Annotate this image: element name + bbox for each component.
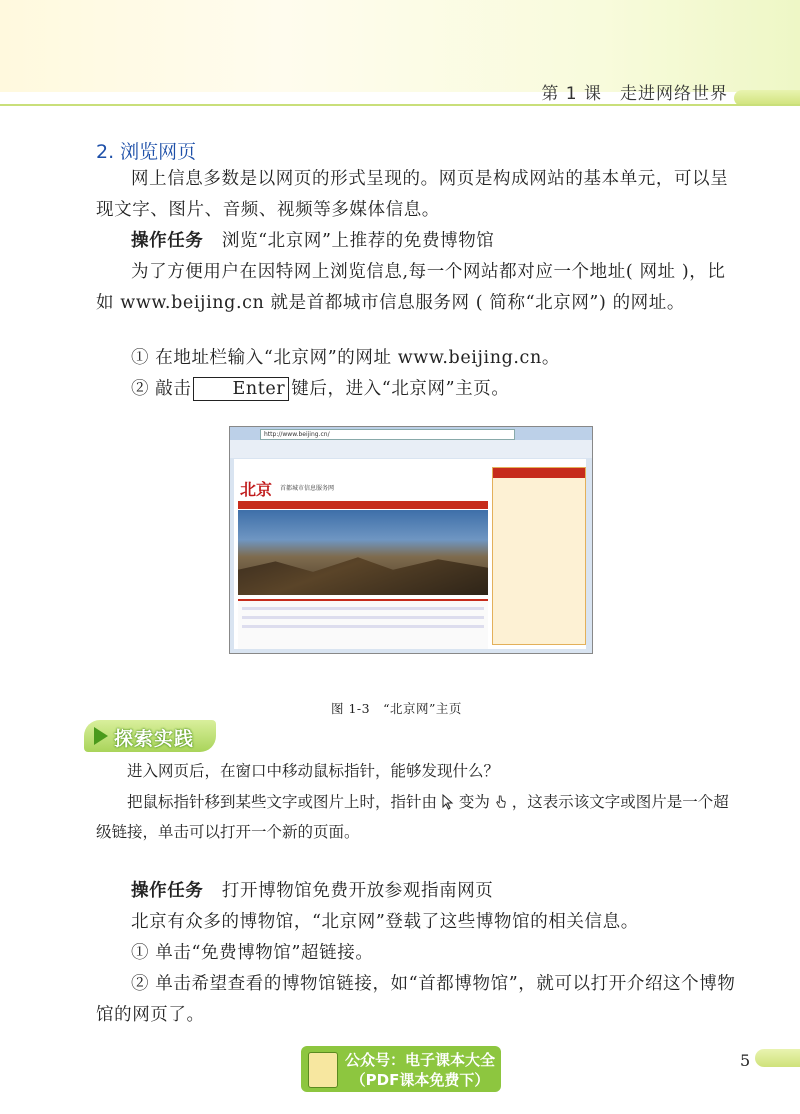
bottom-panel: [238, 599, 488, 649]
paragraph-intro: 网上信息多数是以网页的形式呈现的。网页是构成网站的基本单元，可以呈现文字、图片、音频、视频等多媒体信息。: [96, 169, 729, 220]
explore-badge-label: 探索实践: [114, 728, 195, 750]
task2-step1: ① 单击“免费博物馆”超链接。: [131, 943, 374, 963]
content-line: [242, 607, 484, 610]
browser-menubar: [230, 440, 592, 458]
browser-page: [234, 459, 586, 649]
right-panel-header: [493, 468, 585, 478]
task2-paragraph: 北京有众多的博物馆，“北京网”登载了这些博物馆的相关信息。: [131, 912, 639, 932]
book-icon: [308, 1052, 338, 1088]
page-tab: [755, 1049, 800, 1067]
step1-text: ① 在地址栏输入“北京网”的网址 www.beijing.cn。: [131, 348, 560, 368]
task2-text: 打开博物馆免费开放参观指南网页: [221, 881, 494, 901]
explore-answer: [96, 787, 736, 847]
enter-key: Enter: [193, 377, 289, 401]
watermark-badge: [301, 1046, 501, 1092]
task1-text: 浏览“北京网”上推荐的免费博物馆: [221, 231, 495, 251]
task2-step2: ② 单击希望查看的博物馆链接，如“首都博物馆”，就可以打开介绍这个博物馆的网页了。: [96, 974, 736, 1025]
section-title: 2. 浏览网页: [96, 141, 197, 163]
figure-caption: 图 1-3 “北京网”主页: [331, 701, 462, 716]
arrow-icon: [94, 727, 108, 745]
task2-label: 操作任务: [131, 881, 204, 901]
lesson-title: 第 1 课 走进网络世界: [541, 84, 728, 104]
explore-answer-b: 变为: [458, 793, 490, 811]
watermark-line1: 公众号：电子课本大全: [344, 1051, 495, 1069]
watermark-line2: （PDF课本免费下）: [350, 1071, 490, 1089]
beijing-homepage-screenshot: [229, 426, 593, 654]
explore-question: 进入网页后，在窗口中移动鼠标指针，能够发现什么？: [127, 762, 500, 780]
explore-answer-c: ，这表示该文字或图片是一个超级链接，单击可以打开一个新的页面。: [96, 793, 729, 841]
beijing-logo-subtitle: 首都城市信息服务网: [280, 485, 335, 492]
paragraph-address: 为了方便用户在因特网上浏览信息,每一个网站都对应一个地址( 网址 )，比如 www.beijing.cn 就是首都城市信息服务网 ( 简称“北京网”) 的网址。: [96, 262, 726, 313]
page-number: 5: [740, 1051, 751, 1070]
browser-address-bar: http://www.beijing.cn/: [260, 429, 515, 440]
arrow-pointer-icon: [442, 794, 454, 810]
task2-line: [96, 876, 736, 907]
step2-line: [96, 374, 736, 405]
step2-suffix: 键后，进入“北京网”主页。: [291, 379, 510, 399]
right-panel: [492, 467, 586, 645]
task1-line: [96, 226, 736, 257]
explore-badge: [84, 720, 216, 752]
beijing-logo: 北京: [240, 480, 273, 499]
hand-pointer-icon: [495, 794, 507, 810]
site-nav-bar: [238, 501, 488, 509]
explore-answer-a: 把鼠标指针移到某些文字或图片上时，指针由: [127, 793, 438, 811]
great-wall-photo: [238, 510, 488, 595]
step2-prefix: ② 敲击: [131, 379, 192, 399]
task1-label: 操作任务: [131, 231, 204, 251]
content-line: [242, 625, 484, 628]
mountain-shape: [238, 553, 488, 595]
content-line: [242, 616, 484, 619]
browser-titlebar: [230, 427, 592, 440]
header-divider: [0, 104, 800, 106]
